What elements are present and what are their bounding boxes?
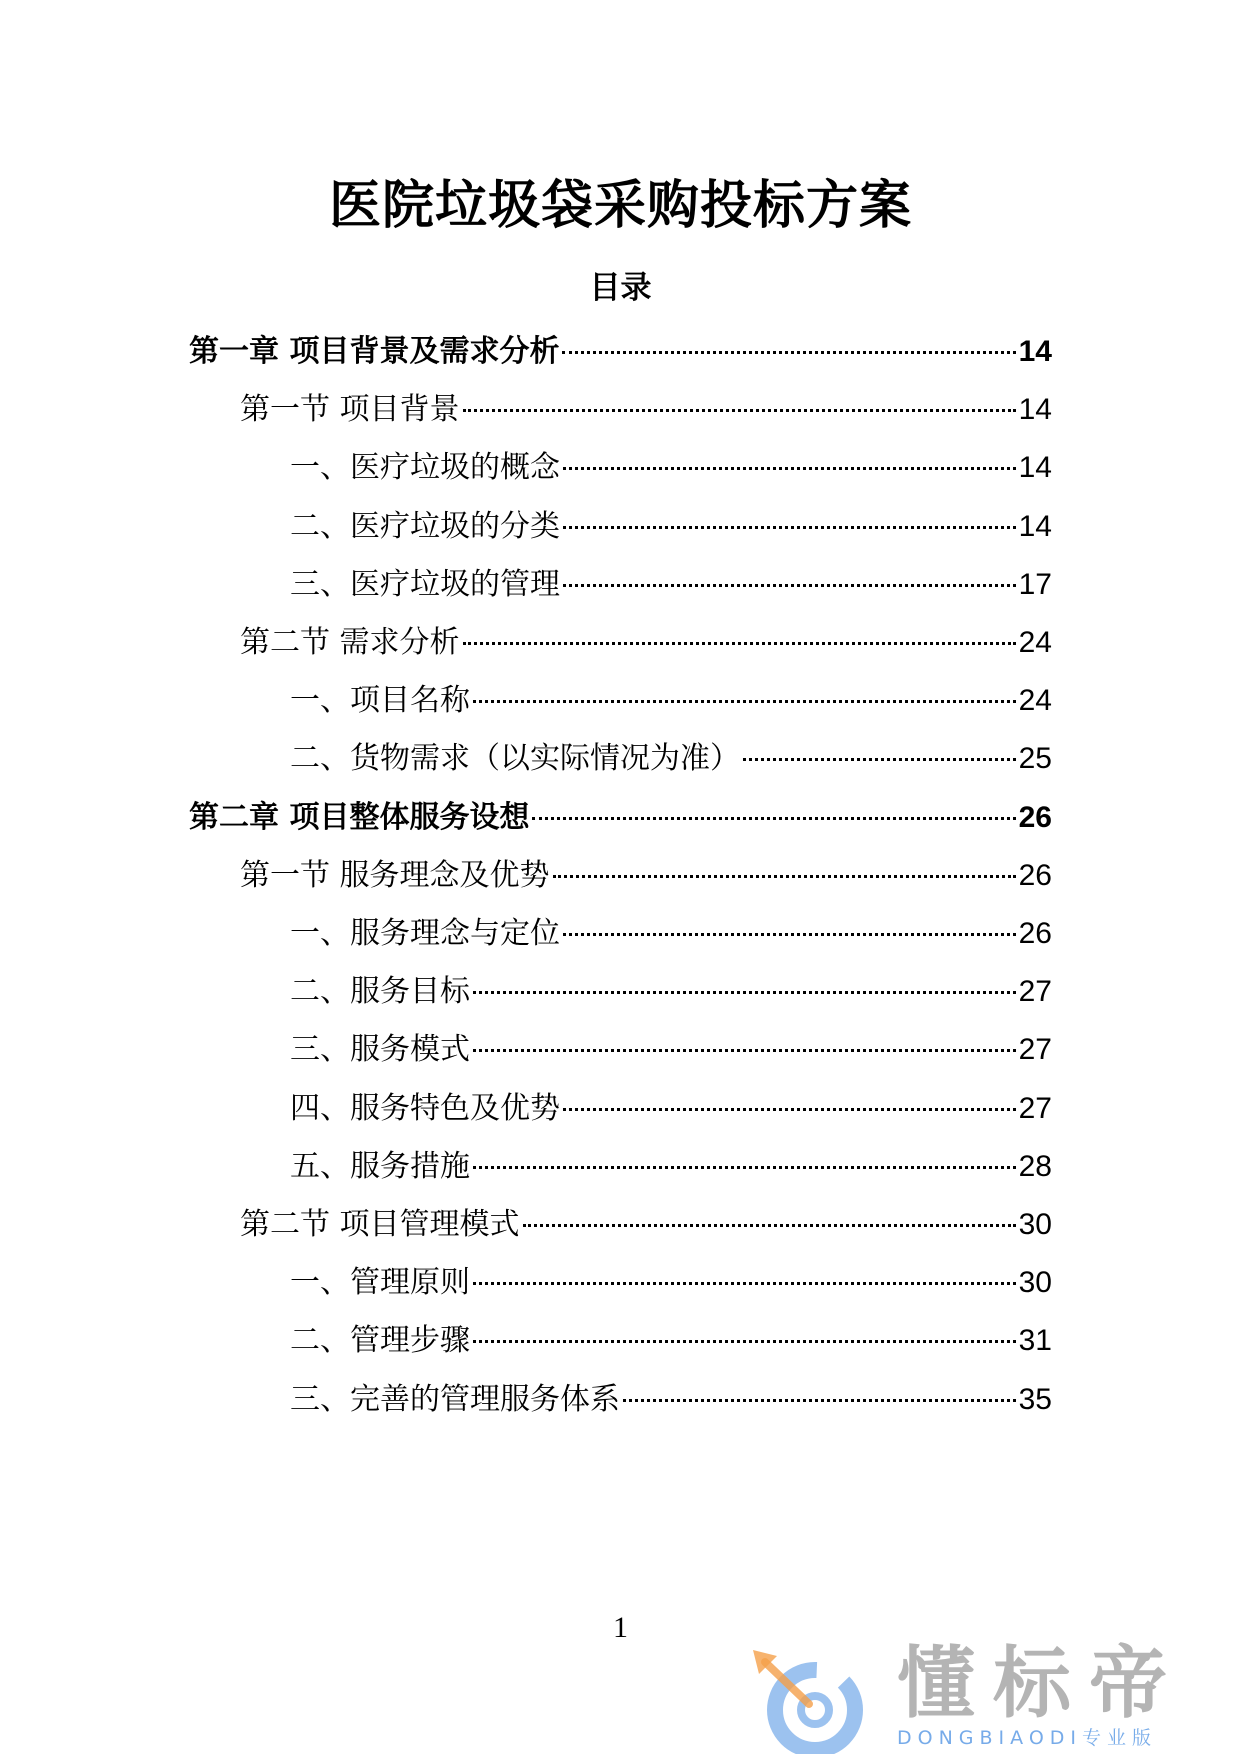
toc-dot-leader xyxy=(473,1166,1016,1169)
toc-entry-label: 二、货物需求（以实际情况为准） xyxy=(290,741,740,777)
toc-entry-label: 三、完善的管理服务体系 xyxy=(290,1381,620,1417)
toc-entry-page: 27 xyxy=(1018,1091,1052,1125)
toc-entry-page: 31 xyxy=(1018,1324,1052,1358)
toc-entry[interactable] xyxy=(290,1321,1052,1361)
page-number: 1 xyxy=(613,1611,628,1644)
toc-entry-label: 一、服务理念与定位 xyxy=(290,916,560,951)
toc-entry-page: 30 xyxy=(1018,1208,1052,1241)
toc-entry-page: 27 xyxy=(1018,1033,1052,1067)
toc-entry-page: 17 xyxy=(1018,567,1052,601)
toc-entry[interactable] xyxy=(290,448,1052,488)
toc-entry-page: 26 xyxy=(1018,917,1052,950)
toc-entry-page: 14 xyxy=(1018,451,1052,485)
toc-dot-leader xyxy=(563,526,1016,529)
toc-dot-leader xyxy=(532,817,1015,820)
toc-dot-leader xyxy=(563,467,1016,470)
toc-dot-leader xyxy=(463,409,1016,412)
watermark xyxy=(745,1640,1225,1754)
toc-entry[interactable] xyxy=(240,390,1052,430)
toc-entry-label: 五、服务措施 xyxy=(290,1148,470,1184)
toc-entry-label: 第一章 项目背景及需求分析 xyxy=(189,334,560,369)
toc-entry-page: 14 xyxy=(1018,393,1052,427)
toc-entry-label: 第一节 项目背景 xyxy=(240,392,460,428)
toc-entry-label: 三、服务模式 xyxy=(290,1032,470,1068)
toc-entry-label: 一、管理原则 xyxy=(290,1265,470,1301)
toc-entry[interactable] xyxy=(290,914,1052,954)
watermark-subtitle: DONGBIAODI专业版 xyxy=(897,1727,1158,1749)
toc-entry[interactable] xyxy=(189,332,1052,372)
toc-dot-leader xyxy=(473,700,1016,703)
toc-entry[interactable] xyxy=(240,1205,1052,1245)
toc-entry-label: 第一节 服务理念及优势 xyxy=(240,857,550,893)
toc-entry-label: 一、医疗垃圾的概念 xyxy=(290,450,560,486)
toc-entry[interactable] xyxy=(290,681,1052,721)
toc-dot-leader xyxy=(473,1049,1016,1052)
toc-entry-page: 35 xyxy=(1018,1382,1052,1416)
toc-entry-page: 28 xyxy=(1018,1149,1052,1183)
toc-entry-page: 24 xyxy=(1018,684,1052,718)
toc-entry[interactable] xyxy=(189,798,1052,838)
toc-entry[interactable] xyxy=(290,1030,1052,1070)
toc-entry-label: 三、医疗垃圾的管理 xyxy=(290,566,560,602)
toc-entry[interactable] xyxy=(240,623,1052,663)
toc-dot-leader xyxy=(562,351,1015,354)
toc-dot-leader xyxy=(563,933,1016,936)
toc-dot-leader xyxy=(553,875,1016,878)
target-logo-icon xyxy=(745,1640,895,1754)
toc-entry-label: 四、服务特色及优势 xyxy=(290,1090,560,1126)
toc-entry-page: 24 xyxy=(1018,626,1052,659)
toc-entry[interactable] xyxy=(290,972,1052,1012)
toc-entry-page: 30 xyxy=(1018,1266,1052,1300)
toc-dot-leader xyxy=(743,758,1016,761)
toc-dot-leader xyxy=(563,1108,1016,1111)
toc-dot-leader xyxy=(463,642,1016,645)
document-title: 医院垃圾袋采购投标方案 xyxy=(328,176,912,236)
toc-entry[interactable] xyxy=(290,1089,1052,1129)
toc-entry[interactable] xyxy=(290,1147,1052,1187)
toc-dot-leader xyxy=(563,584,1016,587)
toc-entry[interactable] xyxy=(290,507,1052,547)
toc-entry-label: 第二节 需求分析 xyxy=(240,625,460,660)
toc-entry-label: 一、项目名称 xyxy=(290,683,470,719)
toc-entry-label: 二、服务目标 xyxy=(290,974,470,1010)
toc-dot-leader xyxy=(473,991,1016,994)
toc-entry[interactable] xyxy=(290,565,1052,605)
toc-entry-page: 14 xyxy=(1018,335,1052,368)
toc-entry-page: 26 xyxy=(1018,800,1052,834)
toc-entry[interactable] xyxy=(290,1263,1052,1303)
toc-entry-page: 25 xyxy=(1018,742,1052,776)
toc-entry-label: 二、管理步骤 xyxy=(290,1323,470,1359)
toc-heading: 目录 xyxy=(589,270,652,306)
toc-entry-label: 第二章 项目整体服务设想 xyxy=(189,799,530,835)
toc-dot-leader xyxy=(523,1224,1016,1227)
toc-entry-label: 二、医疗垃圾的分类 xyxy=(290,508,560,544)
toc-dot-leader xyxy=(473,1340,1016,1343)
toc-entry[interactable] xyxy=(290,739,1052,779)
toc-entry[interactable] xyxy=(290,1380,1052,1420)
toc-entry-page: 26 xyxy=(1018,858,1052,892)
watermark-brand: 懂标帝 xyxy=(897,1639,1186,1729)
toc-dot-leader xyxy=(473,1282,1016,1285)
toc-entry-page: 27 xyxy=(1018,975,1052,1009)
toc-dot-leader xyxy=(623,1399,1016,1402)
toc-entry[interactable] xyxy=(240,856,1052,896)
toc-entry-page: 14 xyxy=(1018,509,1052,543)
toc-entry-label: 第二节 项目管理模式 xyxy=(240,1207,520,1242)
